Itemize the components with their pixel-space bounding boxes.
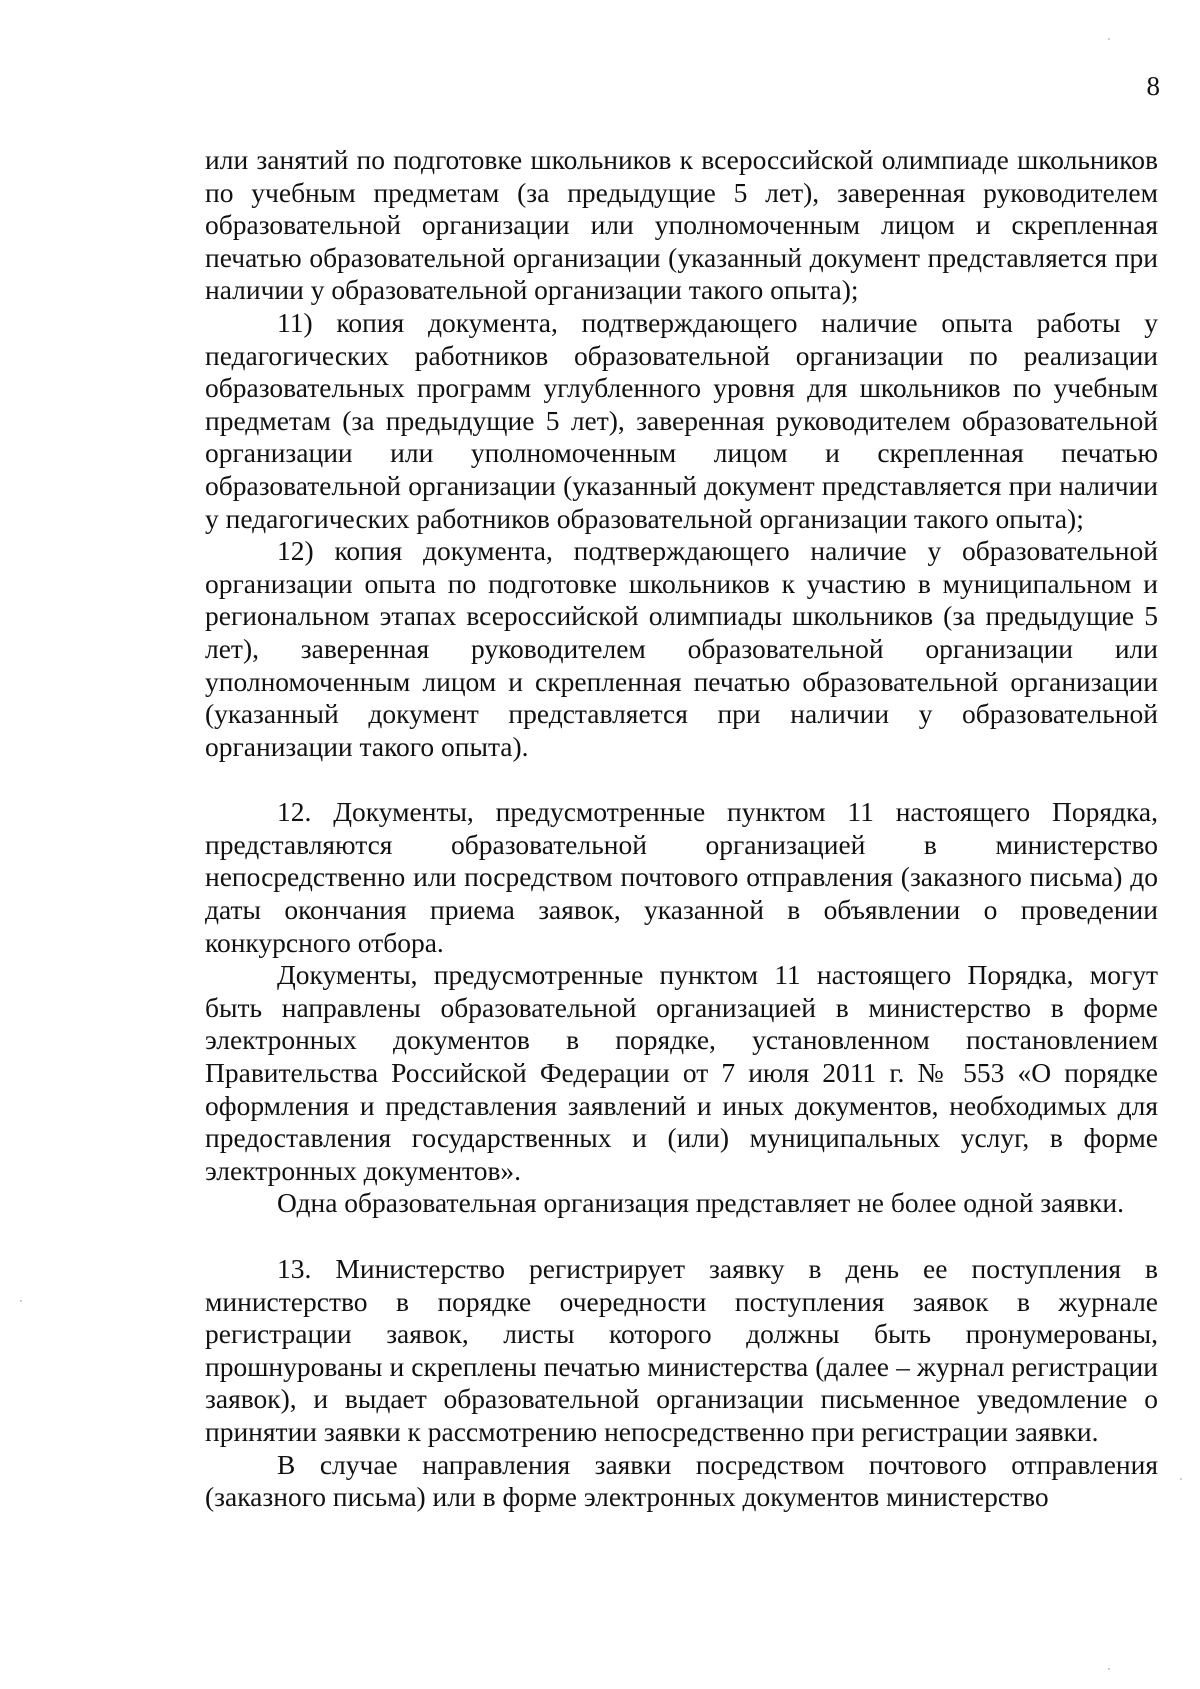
page-number: 8 — [1146, 71, 1160, 101]
document-body — [205, 144, 1158, 1514]
list-item-11: 11) копия документа, подтверждающего наличие опыта работы у педагогических работников образовательной организации по реализации образовательных программ углубленного уровня для школьников по учебным предметам (за предыдущие 5 лет), заверенная руководителем образовательной организации или уполномоченным лицом и скрепленная печатью образовательной организации (указанный документ представляется при наличии у педагогических работников образовательной организации такого опыта); — [205, 306, 1158, 534]
list-item-12: 12) копия документа, подтверждающего наличие у образовательной организации опыта по подготовке школьников к участию в муниципальном и региональном этапах всероссийской олимпиады школьников (за предыдущие 5 лет), заверенная руководителем образовательной организации или уполномоченным лицом и скрепленная печатью образовательной организации (указанный документ представляется при наличии у образовательной организации такого опыта). — [205, 535, 1158, 762]
clause-12: 12. Документы, предусмотренные пунктом 11 настоящего Порядка, представляются образовательной организацией в министерство непосредственно или посредством почтового отправления (заказного письма) до даты окончания приема заявок, указанной в объявлении о проведении конкурсного отбора. — [205, 796, 1158, 958]
clause-13: 13. Министерство регистрирует заявку в день ее поступления в министерство в порядке очередности поступления заявок в журнале регистрации заявок, листы которого должны быть пронумерованы, прошнурованы и скреплены печатью министерства (далее – журнал регистрации заявок), и выдает образовательной организации письменное уведомление о принятии заявки к рассмотрению непосредственно при регистрации заявки. — [205, 1253, 1158, 1447]
paragraph-continuation: или занятий по подготовке школьников к всероссийской олимпиаде школьников по учебным предметам (за предыдущие 5 лет), заверенная руководителем образовательной организации или уполномоченным лицом и скрепленная печатью образовательной организации (указанный документ представляется при наличии у образовательной организации такого опыта); — [205, 144, 1158, 306]
clause-12-one-application: Одна образовательная организация представляет не более одной заявки. — [277, 1187, 1124, 1219]
scan-speck — [20, 1300, 22, 1302]
scan-speck — [1108, 1668, 1110, 1670]
clause-13-postal-case: В случае направления заявки посредством почтового отправления (заказного письма) или в форме электронных документов министерство — [205, 1448, 1158, 1513]
scan-speck — [1108, 38, 1110, 40]
scan-speck — [1180, 1478, 1182, 1480]
clause-12-electronic-documents: Документы, предусмотренные пунктом 11 настоящего Порядка, могут быть направлены образовательной организацией в министерство в форме электронных документов в порядке, установленном постановлением Правительства Российской Федерации от 7 июля 2011 г. № 553 «О порядке оформления и представления заявлений и иных документов, необходимых для предоставления государственных и (или) муниципальных услуг, в форме электронных документов». — [205, 959, 1158, 1186]
